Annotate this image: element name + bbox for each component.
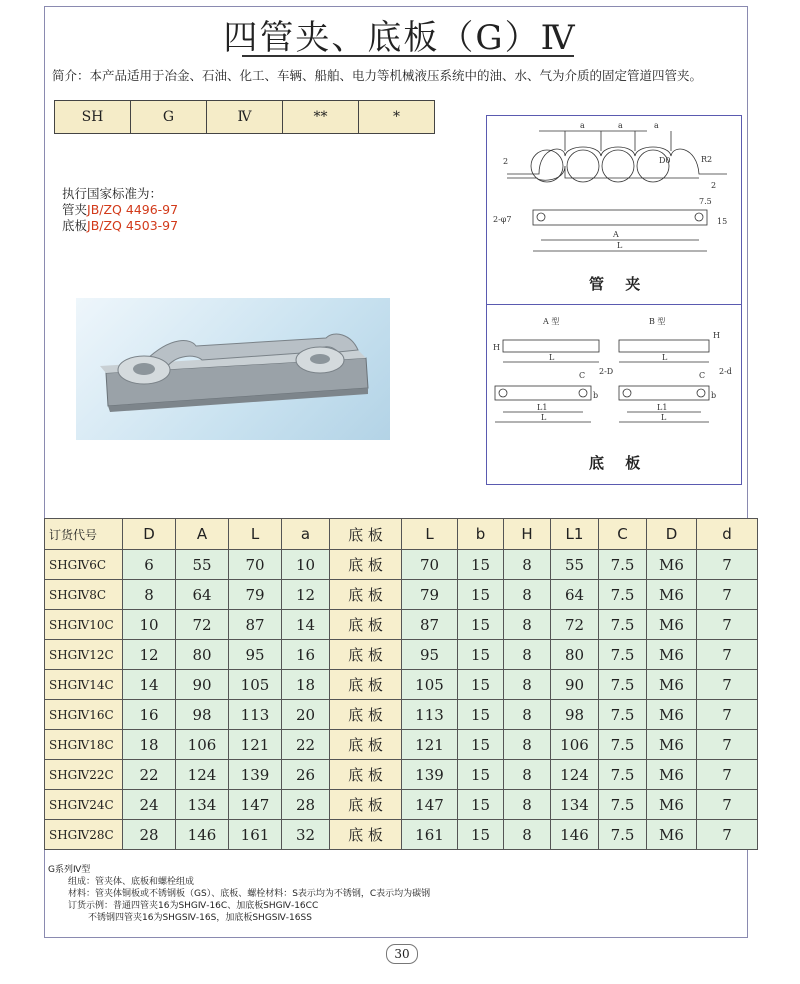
- cell-L1: 90: [551, 670, 599, 700]
- dim-fifteen: 15: [717, 217, 728, 226]
- cell-D: 28: [123, 820, 176, 850]
- cell-plate-L: 87: [402, 610, 458, 640]
- code-part-series: SH: [55, 101, 131, 134]
- cell-bolt-D: M6: [647, 790, 697, 820]
- cell-order-code: SHGⅣ6C: [45, 550, 123, 580]
- cell-C: 7.5: [599, 700, 647, 730]
- cell-a: 26: [282, 760, 330, 790]
- cell-A: 124: [176, 760, 229, 790]
- clamp-photo-illustration: [76, 298, 390, 440]
- dim-a-3: a: [654, 121, 659, 130]
- cell-bolt-D: M6: [647, 730, 697, 760]
- cell-b: 15: [458, 550, 504, 580]
- code-part-material: *: [359, 101, 435, 134]
- cell-L1: 55: [551, 550, 599, 580]
- cell-H: 8: [504, 610, 551, 640]
- dim-C-a: C: [579, 371, 586, 380]
- header-H: H: [504, 519, 551, 550]
- cell-L: 87: [229, 610, 282, 640]
- cell-D: 14: [123, 670, 176, 700]
- cell-H: 8: [504, 670, 551, 700]
- dim-two: 2: [503, 157, 509, 166]
- cell-D: 8: [123, 580, 176, 610]
- cell-b: 15: [458, 580, 504, 610]
- plate-diagram-label: 底 板: [589, 454, 649, 472]
- cell-order-code: SHGⅣ28C: [45, 820, 123, 850]
- header-bolt-D: D: [647, 519, 697, 550]
- cell-bolt-D: M6: [647, 610, 697, 640]
- cell-D: 16: [123, 700, 176, 730]
- cell-order-code: SHGⅣ22C: [45, 760, 123, 790]
- cell-L1: 64: [551, 580, 599, 610]
- cell-bolt-D: M6: [647, 580, 697, 610]
- dim-L-b: L: [662, 353, 668, 362]
- diagram-drawing: [487, 116, 741, 484]
- cell-order-code: SHGⅣ12C: [45, 640, 123, 670]
- header-base-plate: 底 板: [330, 519, 402, 550]
- cell-D: 24: [123, 790, 176, 820]
- notes-composition: 组成：管夹体、底板和螺栓组成: [68, 877, 195, 887]
- cell-order-code: SHGⅣ24C: [45, 790, 123, 820]
- header-b: b: [458, 519, 504, 550]
- cell-base-plate: 底 板: [330, 760, 402, 790]
- cell-bolt-D: M6: [647, 550, 697, 580]
- dim-two-b: 2: [711, 181, 717, 190]
- page-title: 四管夹、底板（G）Ⅳ: [223, 18, 577, 58]
- cell-C: 7.5: [599, 670, 647, 700]
- cell-b: 15: [458, 670, 504, 700]
- cell-base-plate: 底 板: [330, 700, 402, 730]
- cell-L1: 134: [551, 790, 599, 820]
- cell-order-code: SHGⅣ10C: [45, 610, 123, 640]
- cell-H: 8: [504, 550, 551, 580]
- dim-2D: 2-D: [599, 367, 614, 376]
- cell-bolt-D: M6: [647, 670, 697, 700]
- dim-L-d: L: [661, 413, 667, 422]
- table-row: [45, 760, 758, 790]
- cell-b: 15: [458, 610, 504, 640]
- cell-L1: 106: [551, 730, 599, 760]
- product-intro: 简介：本产品适用于冶金、石油、化工、车辆、船舶、电力等机械液压系统中的油、水、气为介质的固定管道四管夹。: [52, 68, 703, 83]
- cell-L: 121: [229, 730, 282, 760]
- dim-seven5: 7.5: [699, 197, 712, 206]
- cell-base-plate: 底 板: [330, 580, 402, 610]
- table-row: [45, 550, 758, 580]
- spec-table-header: [45, 519, 758, 550]
- cell-H: 8: [504, 820, 551, 850]
- cell-A: 146: [176, 820, 229, 850]
- cell-order-code: SHGⅣ8C: [45, 580, 123, 610]
- dim-C-b: C: [699, 371, 706, 380]
- table-row: [45, 610, 758, 640]
- cell-a: 22: [282, 730, 330, 760]
- cell-H: 8: [504, 760, 551, 790]
- cell-C: 7.5: [599, 820, 647, 850]
- cell-d: 7: [697, 640, 758, 670]
- cell-base-plate: 底 板: [330, 610, 402, 640]
- cell-bolt-D: M6: [647, 820, 697, 850]
- header-d: d: [697, 519, 758, 550]
- cell-H: 8: [504, 790, 551, 820]
- cell-a: 32: [282, 820, 330, 850]
- page-number: 30: [386, 944, 418, 964]
- cell-bolt-D: M6: [647, 640, 697, 670]
- cell-A: 72: [176, 610, 229, 640]
- header-L1: L1: [551, 519, 599, 550]
- cell-base-plate: 底 板: [330, 820, 402, 850]
- cell-L: 79: [229, 580, 282, 610]
- table-row: [45, 700, 758, 730]
- clamp-diagram-label: 管 夹: [589, 275, 649, 293]
- cell-d: 7: [697, 820, 758, 850]
- cell-order-code: SHGⅣ14C: [45, 670, 123, 700]
- cell-L: 147: [229, 790, 282, 820]
- header-order-code: 订货代号: [45, 519, 123, 550]
- dim-a-2: a: [618, 121, 623, 130]
- dim-L-a: L: [549, 353, 555, 362]
- cell-D: 10: [123, 610, 176, 640]
- cell-a: 16: [282, 640, 330, 670]
- cell-A: 55: [176, 550, 229, 580]
- cell-base-plate: 底 板: [330, 550, 402, 580]
- dim-H-a: H: [493, 343, 500, 352]
- cell-L: 105: [229, 670, 282, 700]
- cell-b: 15: [458, 790, 504, 820]
- type-b-label: B 型: [649, 317, 666, 326]
- dim-two-phi7: 2-φ7: [493, 215, 512, 224]
- cell-a: 12: [282, 580, 330, 610]
- dim-b-b: b: [711, 391, 717, 400]
- cell-d: 7: [697, 670, 758, 700]
- code-part-size: **: [283, 101, 359, 134]
- header-C: C: [599, 519, 647, 550]
- cell-d: 7: [697, 700, 758, 730]
- type-a-label: A 型: [543, 317, 560, 326]
- header-plate-L: L: [402, 519, 458, 550]
- cell-d: 7: [697, 550, 758, 580]
- table-row: [45, 790, 758, 820]
- cell-C: 7.5: [599, 580, 647, 610]
- plate-standard: 底板JB/ZQ 4503-97: [62, 218, 179, 233]
- cell-A: 106: [176, 730, 229, 760]
- cell-b: 15: [458, 730, 504, 760]
- header-a: a: [282, 519, 330, 550]
- header-D: D: [123, 519, 176, 550]
- dim-H-b: H: [713, 331, 720, 340]
- cell-plate-L: 70: [402, 550, 458, 580]
- cell-C: 7.5: [599, 610, 647, 640]
- cell-a: 18: [282, 670, 330, 700]
- cell-order-code: SHGⅣ16C: [45, 700, 123, 730]
- cell-L: 95: [229, 640, 282, 670]
- cell-L: 113: [229, 700, 282, 730]
- cell-L1: 146: [551, 820, 599, 850]
- cell-b: 15: [458, 820, 504, 850]
- cell-L: 161: [229, 820, 282, 850]
- cell-base-plate: 底 板: [330, 670, 402, 700]
- diagram-divider: [487, 304, 741, 305]
- cell-d: 7: [697, 790, 758, 820]
- dim-L1-a: L1: [537, 403, 548, 412]
- cell-D: 18: [123, 730, 176, 760]
- dim-2d: 2-d: [719, 367, 732, 376]
- code-part-model: Ⅳ: [207, 101, 283, 134]
- cell-A: 98: [176, 700, 229, 730]
- cell-C: 7.5: [599, 550, 647, 580]
- dim-L: L: [617, 241, 623, 250]
- notes-order-example: 订货示例：普通四管夹16为SHGⅣ-16C、加底板SHGⅣ-16CC: [68, 901, 319, 911]
- cell-A: 90: [176, 670, 229, 700]
- technical-diagram: [486, 115, 742, 485]
- cell-plate-L: 113: [402, 700, 458, 730]
- cell-a: 14: [282, 610, 330, 640]
- dim-A: A: [613, 230, 619, 239]
- cell-H: 8: [504, 640, 551, 670]
- cell-D: 12: [123, 640, 176, 670]
- cell-plate-L: 147: [402, 790, 458, 820]
- cell-a: 28: [282, 790, 330, 820]
- standards-label: 执行国家标准为：: [62, 186, 163, 201]
- cell-H: 8: [504, 700, 551, 730]
- dim-L-c: L: [541, 413, 547, 422]
- cell-L1: 80: [551, 640, 599, 670]
- table-row: [45, 580, 758, 610]
- table-row: [45, 670, 758, 700]
- dim-a-1: a: [580, 121, 585, 130]
- notes-heading: G系列Ⅳ型: [48, 865, 91, 875]
- cell-base-plate: 底 板: [330, 790, 402, 820]
- cell-L1: 124: [551, 760, 599, 790]
- title-underline: [242, 55, 574, 57]
- cell-base-plate: 底 板: [330, 730, 402, 760]
- cell-C: 7.5: [599, 640, 647, 670]
- table-row: [45, 820, 758, 850]
- cell-d: 7: [697, 610, 758, 640]
- notes-material: 材料：管夹体铜板或不锈钢板（GS）、底板、螺栓材料：S表示均为不锈钢，C表示均为碳钢: [68, 889, 431, 899]
- product-photo: [76, 298, 390, 440]
- cell-bolt-D: M6: [647, 700, 697, 730]
- cell-order-code: SHGⅣ18C: [45, 730, 123, 760]
- cell-C: 7.5: [599, 730, 647, 760]
- cell-L: 70: [229, 550, 282, 580]
- dim-r2: R2: [701, 155, 713, 164]
- header-A: A: [176, 519, 229, 550]
- cell-A: 64: [176, 580, 229, 610]
- cell-plate-L: 95: [402, 640, 458, 670]
- cell-d: 7: [697, 580, 758, 610]
- cell-d: 7: [697, 730, 758, 760]
- dim-d0: D0: [659, 156, 671, 165]
- cell-plate-L: 139: [402, 760, 458, 790]
- cell-base-plate: 底 板: [330, 640, 402, 670]
- cell-D: 6: [123, 550, 176, 580]
- cell-D: 22: [123, 760, 176, 790]
- cell-A: 80: [176, 640, 229, 670]
- cell-plate-L: 161: [402, 820, 458, 850]
- cell-bolt-D: M6: [647, 760, 697, 790]
- dim-L1-b: L1: [657, 403, 668, 412]
- standards-note: [62, 186, 178, 234]
- cell-b: 15: [458, 760, 504, 790]
- dim-b-a: b: [593, 391, 599, 400]
- table-row: [45, 730, 758, 760]
- cell-H: 8: [504, 580, 551, 610]
- cell-plate-L: 105: [402, 670, 458, 700]
- notes-block: [48, 864, 430, 924]
- notes-order-example-ss: 不锈钢四管夹16为SHGSⅣ-16S，加底板SHGSⅣ-16SS: [88, 913, 312, 923]
- cell-C: 7.5: [599, 760, 647, 790]
- code-part-type: G: [131, 101, 207, 134]
- cell-a: 10: [282, 550, 330, 580]
- cell-L1: 98: [551, 700, 599, 730]
- table-row: [45, 640, 758, 670]
- cell-a: 20: [282, 700, 330, 730]
- clamp-standard: 管夹JB/ZQ 4496-97: [62, 202, 179, 217]
- cell-plate-L: 121: [402, 730, 458, 760]
- cell-H: 8: [504, 730, 551, 760]
- cell-L1: 72: [551, 610, 599, 640]
- cell-b: 15: [458, 700, 504, 730]
- cell-C: 7.5: [599, 790, 647, 820]
- cell-A: 134: [176, 790, 229, 820]
- cell-L: 139: [229, 760, 282, 790]
- cell-b: 15: [458, 640, 504, 670]
- cell-d: 7: [697, 760, 758, 790]
- spec-table: [44, 518, 758, 850]
- order-code-table: [54, 100, 435, 134]
- cell-plate-L: 79: [402, 580, 458, 610]
- header-L: L: [229, 519, 282, 550]
